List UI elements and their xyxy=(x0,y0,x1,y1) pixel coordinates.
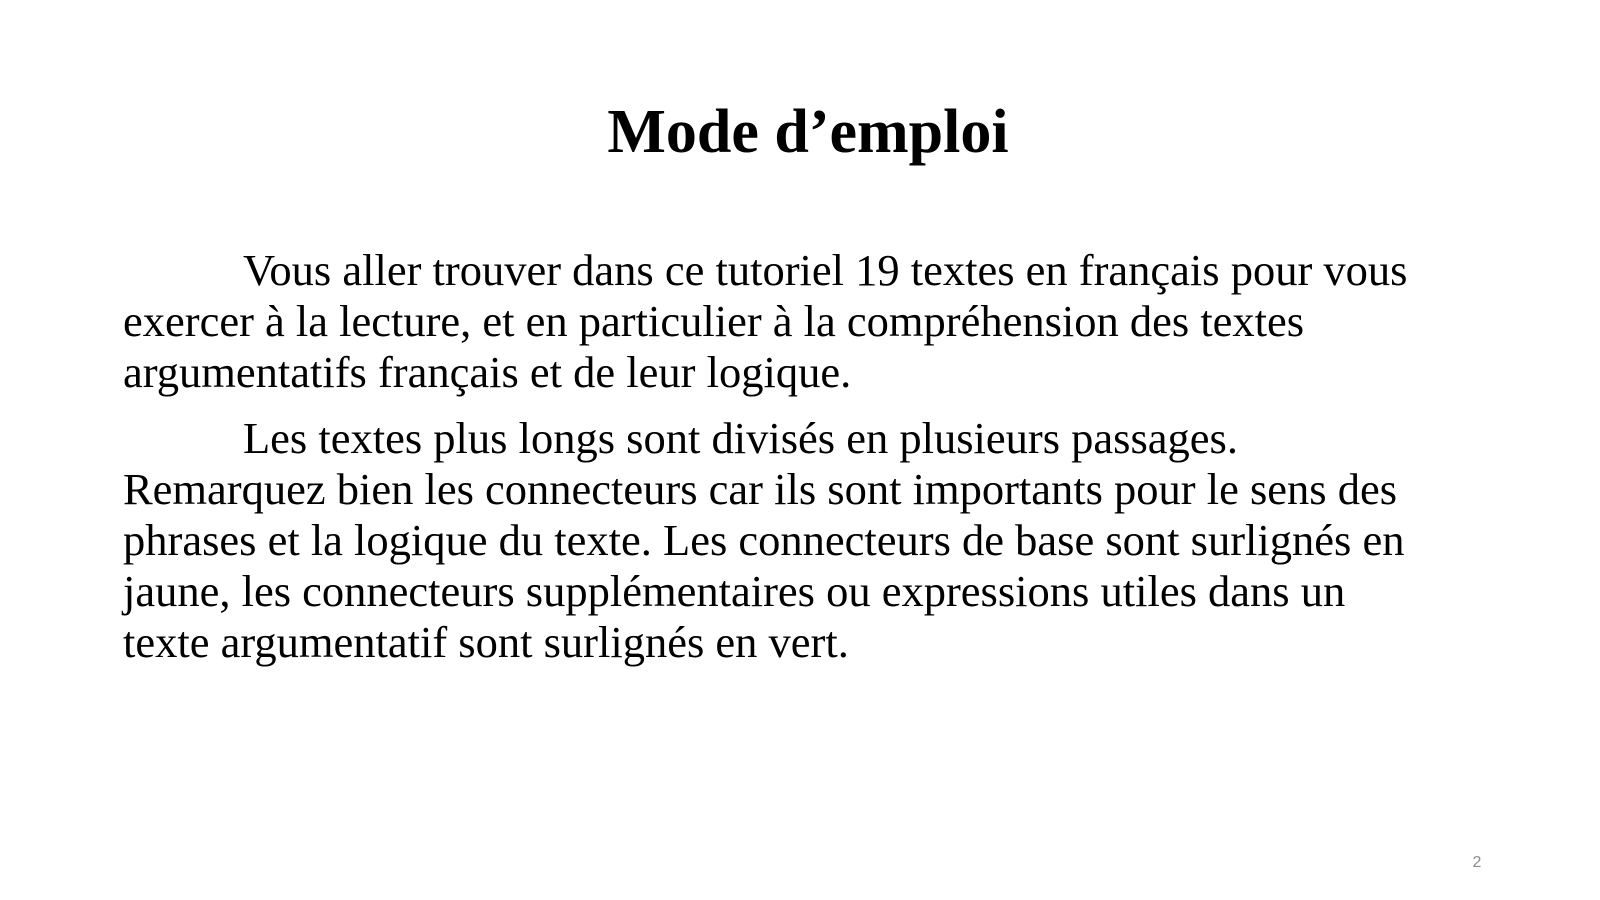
body-text xyxy=(123,245,1493,668)
paragraph-line: phrases et la logique du texte. Les connecteurs de base sont surlignés en xyxy=(123,515,1405,565)
paragraph-line: Remarquez bien les connecteurs car ils sont importants pour le sens des xyxy=(123,464,1398,514)
paragraph-line: texte argumentatif sont surlignés en vert. xyxy=(123,617,849,667)
paragraph-line: Les textes plus longs sont divisés en plusieurs passages. xyxy=(243,413,1238,463)
paragraph-line: Vous aller trouver dans ce tutoriel 19 textes en français pour vous xyxy=(243,245,1408,295)
slide-title: Mode d’emploi xyxy=(607,98,1009,166)
page-number: 2 xyxy=(1472,854,1482,871)
paragraph-line: argumentatifs français et de leur logique. xyxy=(123,347,852,397)
paragraph-instructions xyxy=(123,413,1493,668)
paragraph-line: jaune, les connecteurs supplémentaires ou expressions utiles dans un xyxy=(123,566,1346,616)
paragraph-line: exercer à la lecture, et en particulier à la compréhension des textes xyxy=(123,296,1305,346)
paragraph-intro xyxy=(123,245,1493,398)
